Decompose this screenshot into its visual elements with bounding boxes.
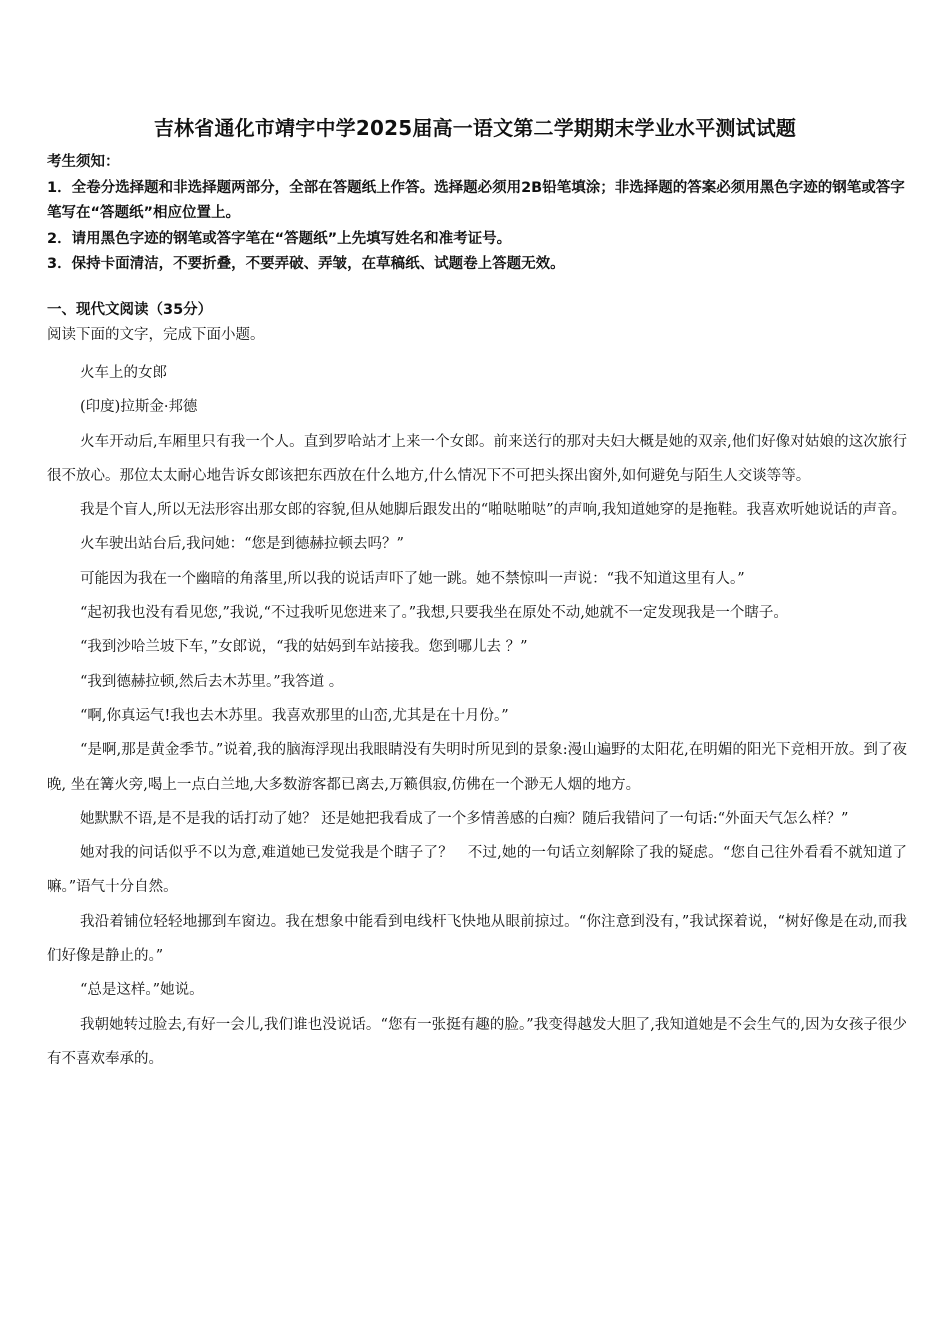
article-paragraph: “我到沙哈兰坡下车，”女郎说，“我的姑妈到车站接我。您到哪儿去 ？” bbox=[80, 639, 528, 656]
article-paragraph: “啊,你真运气!我也去木苏里。我喜欢那里的山峦,尤其是在十月份。” bbox=[80, 707, 509, 724]
notice-item: 3．保持卡面清洁，不要折叠，不要弄破、弄皱，在草稿纸、试题卷上答题无效。 bbox=[47, 256, 565, 272]
article-title: 火车上的女郎 bbox=[80, 365, 167, 381]
notice-item: 1．全卷分选择题和非选择题两部分，全部在答题纸上作答。选择题必须用2B铅笔填涂；非选择题的答案必须用黑色字迹的钢笔或答字笔写在“答题纸”相应位置上。 bbox=[47, 179, 905, 221]
article-paragraph: 我朝她转过脸去,有好一会儿,我们谁也没说话。“您有一张挺有趣的脸。”我变得越发大胆了,我知道她是不会生气的,因为女孩子很少有不喜欢奉承的。 bbox=[47, 1016, 907, 1067]
section-heading: 一、现代文阅读（35分） bbox=[47, 302, 213, 318]
candidate-notice bbox=[47, 150, 907, 278]
notice-item: 2．请用黑色字迹的钢笔或答字笔在“答题纸”上先填写姓名和准考证号。 bbox=[47, 230, 512, 247]
article-paragraph: “起初我也没有看见您,”我说,“不过我听见您进来了。”我想,只要我坐在原处不动,她就不一定发现我是一个瞎子。 bbox=[80, 605, 788, 622]
article-paragraph: “我到德赫拉顿,然后去木苏里。”我答道 。 bbox=[80, 673, 344, 690]
article-paragraph: 我沿着铺位轻轻地挪到车窗边。我在想象中能看到电线杆飞快地从眼前掠过。“你注意到没有，”我试探着说，“树好像是在动,而我们好像是静止的。” bbox=[47, 913, 907, 965]
article-paragraph: 我是个盲人,所以无法形容出那女郎的容貌,但从她脚后跟发出的“啪哒啪哒”的声响,我知道她穿的是拖鞋。我喜欢听她说话的声音。 bbox=[80, 502, 907, 519]
article-paragraph: 她对我的问话似乎不以为意,难道她已发觉我是个瞎子了？ 不过,她的一句话立刻解除了我的疑虑。“您自己往外看看不就知道了嘛。”语气十分自然。 bbox=[47, 845, 907, 896]
exam-title: 吉林省通化市靖宇中学2025届高一语文第二学期期末学业水平测试试题 bbox=[153, 116, 797, 140]
article-paragraph: “是啊,那是黄金季节。”说着,我的脑海浮现出我眼睛没有失明时所见到的景象:漫山遍野的太阳花,在明媚的阳光下竞相开放。到了夜晚, 坐在篝火旁,喝上一点白兰地,大多数游客都已离去,万籁俱寂,仿佛在一个渺无人烟的地方。 bbox=[47, 742, 907, 793]
article-paragraph: “总是这样。”她说。 bbox=[80, 982, 204, 999]
article-paragraph: 她默默不语,是不是我的话打动了她？ 还是她把我看成了一个多情善感的白痴？随后我错问了一句话:“外面天气怎么样？” bbox=[80, 810, 849, 827]
notice-heading: 考生须知： bbox=[47, 154, 120, 170]
article-paragraph: 火车开动后,车厢里只有我一个人。直到罗哈站才上来一个女郎。前来送行的那对夫妇大概是她的双亲,他们好像对姑娘的这次旅行很不放心。那位太太耐心地告诉女郎该把东西放在什么地方,什么情况下不可把头探出窗外,如何避免与陌生人交谈等等。 bbox=[47, 433, 907, 484]
article-body bbox=[47, 356, 907, 1076]
article-author: (印度)拉斯金·邦德 bbox=[80, 399, 198, 416]
article-paragraph: 火车驶出站台后,我问她：“您是到德赫拉顿去吗？” bbox=[80, 536, 404, 553]
article-paragraph: 可能因为我在一个幽暗的角落里,所以我的说话声吓了她一跳。她不禁惊叫一声说：“我不知道这里有人。” bbox=[80, 570, 745, 587]
reading-instruction: 阅读下面的文字，完成下面小题。 bbox=[47, 327, 265, 343]
